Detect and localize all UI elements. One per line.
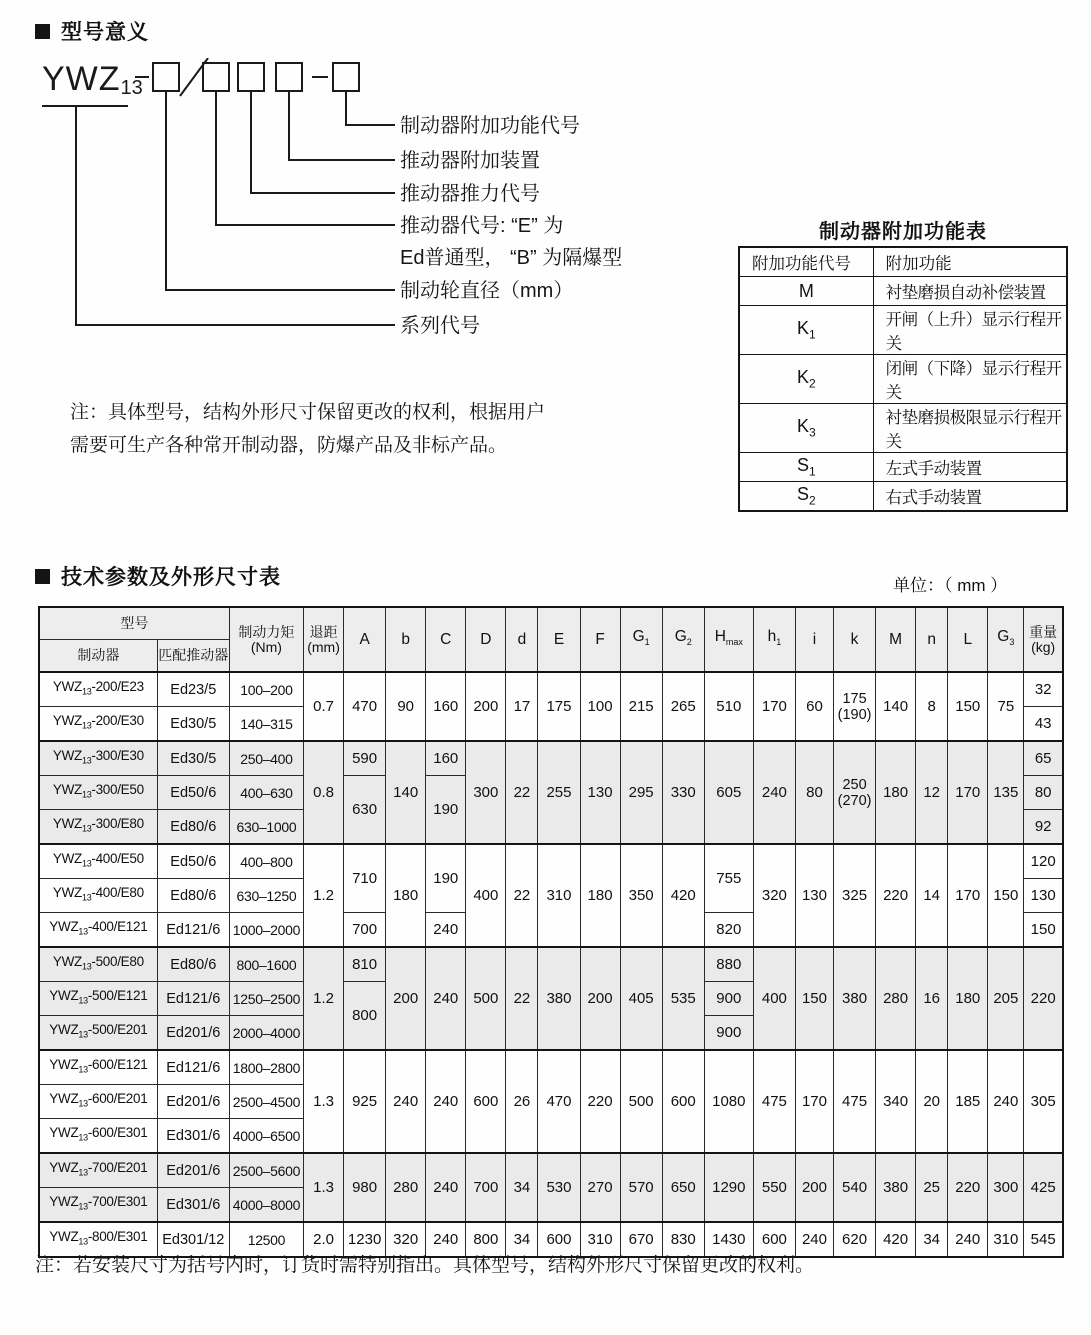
cell-model: $YWZ_{13}-400/E50$ (39, 844, 157, 879)
spec-table-head (39, 607, 1063, 672)
cell-dimension: 205 (988, 947, 1024, 1050)
cell-dimension: 22 (506, 947, 538, 1050)
function-desc-cell: 衬垫磨损自动补偿装置 (873, 277, 1067, 306)
function-table-row (739, 482, 1067, 512)
cell-model: $YWZ_{13}-300/E50$ (39, 776, 157, 810)
cell-torque: 1800–2800 (229, 1050, 303, 1085)
cell-thruster: Ed201/6 (157, 1085, 229, 1119)
cell-dimension: 120 (1024, 844, 1063, 879)
cell-dimension: 170 (753, 672, 795, 741)
cell-dimension: 215 (620, 672, 662, 741)
cell-thruster: Ed80/6 (157, 947, 229, 982)
cell-dimension: 350 (620, 844, 662, 947)
col-header-dim-G3: $G_3$ (988, 607, 1024, 672)
code-box-thruster-attachment (276, 63, 302, 91)
function-desc-cell: 闭闸（下降）显示行程开关 (873, 355, 1067, 404)
cell-thruster: Ed121/6 (157, 1050, 229, 1085)
cell-torque: 1250–2500 (229, 982, 303, 1016)
cell-dimension: 170 (948, 844, 988, 947)
cell-dimension: 320 (386, 1222, 426, 1257)
cell-model: $YWZ_{13}-300/E80$ (39, 810, 157, 845)
cell-dimension: 240 (948, 1222, 988, 1257)
cell-dimension: 8 (916, 672, 948, 741)
cell-dimension: 220 (876, 844, 916, 947)
cell-dimension: 180 (386, 844, 426, 947)
cell-dimension: 80 (1024, 776, 1063, 810)
cell-dimension: 34 (506, 1222, 538, 1257)
cell-dimension: 710 (344, 844, 386, 913)
cell-dimension: 380 (876, 1153, 916, 1222)
cell-dimension: 1230 (344, 1222, 386, 1257)
cell-dimension: 380 (834, 947, 876, 1050)
cell-dimension: 92 (1024, 810, 1063, 845)
cell-dimension: 22 (506, 844, 538, 947)
function-table-header-code: 附加功能代号 (739, 247, 873, 277)
cell-dimension: 1430 (704, 1222, 753, 1257)
cell-dimension: 600 (662, 1050, 704, 1153)
col-header-model: 型号 (39, 607, 229, 640)
cell-model: $YWZ_{13}-200/E23$ (39, 672, 157, 707)
cell-dimension: 280 (876, 947, 916, 1050)
col-header-dim-h1: $h_1$ (753, 607, 795, 672)
cell-dimension: 140 (876, 672, 916, 741)
cell-thruster: Ed121/6 (157, 913, 229, 948)
cell-dimension: 200 (386, 947, 426, 1050)
cell-dimension: 425 (1024, 1153, 1063, 1222)
label-thruster-attachment: 推动器附加装置 (400, 150, 540, 172)
cell-dimension: 1.3 (304, 1050, 344, 1153)
cell-dimension: 755 (704, 844, 753, 913)
series-code: YWZ (42, 60, 121, 98)
cell-model: $YWZ_{13}-800/E301$ (39, 1222, 157, 1257)
cell-torque: 250–400 (229, 741, 303, 776)
cell-dimension: 320 (753, 844, 795, 947)
cell-torque: 400–630 (229, 776, 303, 810)
cell-dimension: 600 (538, 1222, 580, 1257)
cell-dimension: 75 (988, 672, 1024, 741)
cell-torque: 630–1000 (229, 810, 303, 845)
cell-dimension: 545 (1024, 1222, 1063, 1257)
cell-dimension: 700 (466, 1153, 506, 1222)
col-header-matching-thruster: 匹配推动器 (157, 640, 229, 673)
code-box-thruster-code (203, 63, 229, 91)
function-table-title: 制动器附加功能表 (819, 221, 987, 243)
cell-model: $YWZ_{13}-600/E301$ (39, 1119, 157, 1154)
function-table-body (739, 277, 1067, 512)
cell-dimension: 26 (506, 1050, 538, 1153)
diagram-connector-lines (40, 58, 398, 350)
function-table-header-desc: 附加功能 (873, 247, 1067, 277)
function-table-row (739, 306, 1067, 355)
cell-dimension: 25 (916, 1153, 948, 1222)
function-desc-cell: 右式手动装置 (873, 482, 1067, 512)
cell-dimension: 20 (916, 1050, 948, 1153)
cell-dimension: 300 (466, 741, 506, 844)
section-title-text: 技术参数及外形尺寸表 (61, 566, 281, 589)
cell-dimension: 220 (1024, 947, 1063, 1050)
cell-torque: 100–200 (229, 672, 303, 707)
cell-dimension: 220 (948, 1153, 988, 1222)
cell-dimension: 200 (795, 1153, 833, 1222)
col-header-dim-E: E (538, 607, 580, 672)
label-thruster-code-line2: Ed普通型， “B” 为隔爆型 (400, 247, 623, 269)
cell-dimension: 470 (538, 1050, 580, 1153)
function-table-row (739, 355, 1067, 404)
cell-dimension: 900 (704, 1016, 753, 1051)
cell-dimension: 605 (704, 741, 753, 844)
spec-table-row (39, 741, 1063, 776)
cell-dimension: 240 (426, 1050, 466, 1153)
cell-dimension: 1.3 (304, 1153, 344, 1222)
function-desc-cell: 开闸（上升）显示行程开关 (873, 306, 1067, 355)
cell-dimension: 475 (753, 1050, 795, 1153)
cell-dimension: 535 (662, 947, 704, 1050)
cell-torque: 12500 (229, 1222, 303, 1257)
cell-dimension: 180 (948, 947, 988, 1050)
cell-dimension: 150 (988, 844, 1024, 947)
cell-dimension: 340 (876, 1050, 916, 1153)
spec-table (38, 606, 1064, 1258)
cell-dimension: 270 (580, 1153, 620, 1222)
cell-model: $YWZ_{13}-700/E301$ (39, 1188, 157, 1223)
cell-dimension: 310 (538, 844, 580, 947)
note-model-disclaimer (70, 396, 545, 462)
cell-dimension: 830 (662, 1222, 704, 1257)
cell-dimension: 175 (538, 672, 580, 741)
cell-model: $YWZ_{13}-200/E30$ (39, 707, 157, 742)
cell-torque: 140–315 (229, 707, 303, 742)
section-bullet-icon (35, 24, 50, 39)
cell-dimension: 325 (834, 844, 876, 947)
spec-table-row (39, 844, 1063, 879)
function-code-cell: $K_1$ (739, 306, 873, 355)
cell-dimension: 32 (1024, 672, 1063, 707)
function-table-row (739, 404, 1067, 453)
function-code-cell: $S_1$ (739, 453, 873, 482)
cell-dimension: 380 (538, 947, 580, 1050)
section-title-model-meaning (35, 16, 149, 46)
cell-dimension: 180 (876, 741, 916, 844)
cell-model: $YWZ_{13}-400/E121$ (39, 913, 157, 948)
function-table (738, 246, 1068, 512)
cell-dimension: 200 (466, 672, 506, 741)
cell-dimension: 130 (1024, 879, 1063, 913)
function-code-cell: M (739, 277, 873, 306)
cell-dimension: 60 (795, 672, 833, 741)
cell-dimension: 100 (580, 672, 620, 741)
code-box-brake-function (333, 63, 359, 91)
label-series-code: 系列代号 (400, 315, 480, 337)
cell-dimension: 400 (466, 844, 506, 947)
cell-dimension: 510 (704, 672, 753, 741)
cell-dimension: 980 (344, 1153, 386, 1222)
cell-dimension: 880 (704, 947, 753, 982)
cell-thruster: Ed301/6 (157, 1188, 229, 1223)
cell-dimension: 170 (948, 741, 988, 844)
cell-dimension: 255 (538, 741, 580, 844)
col-header-dim-G1: $G_1$ (620, 607, 662, 672)
cell-dimension: 500 (620, 1050, 662, 1153)
cell-torque: 2500–4500 (229, 1085, 303, 1119)
cell-thruster: Ed50/6 (157, 776, 229, 810)
cell-dimension: 140 (386, 741, 426, 844)
cell-dimension: 475 (834, 1050, 876, 1153)
cell-dimension: 620 (834, 1222, 876, 1257)
cell-dimension: 150 (1024, 913, 1063, 948)
cell-thruster: Ed23/5 (157, 672, 229, 707)
cell-dimension: 265 (662, 672, 704, 741)
label-brake-wheel-diameter: 制动轮直径（mm） (400, 280, 574, 302)
cell-dimension: 130 (795, 844, 833, 947)
function-table-row (739, 453, 1067, 482)
cell-dimension: 14 (916, 844, 948, 947)
cell-thruster: Ed201/6 (157, 1016, 229, 1051)
cell-thruster: Ed50/6 (157, 844, 229, 879)
cell-model: $YWZ_{13}-500/E201$ (39, 1016, 157, 1051)
cell-dimension: 150 (795, 947, 833, 1050)
cell-dimension: 1290 (704, 1153, 753, 1222)
cell-dimension: 135 (988, 741, 1024, 844)
col-header-brake: 制动器 (39, 640, 157, 673)
cell-dimension: 250 (270) (834, 741, 876, 844)
cell-dimension: 310 (988, 1222, 1024, 1257)
col-header-dim-A: A (344, 607, 386, 672)
cell-dimension: 240 (753, 741, 795, 844)
col-header-dim-Hmax: $H_{max}$ (704, 607, 753, 672)
cell-dimension: 400 (753, 947, 795, 1050)
cell-dimension: 530 (538, 1153, 580, 1222)
cell-thruster: Ed301/6 (157, 1119, 229, 1154)
cell-dimension: 500 (466, 947, 506, 1050)
section-bullet-icon (35, 569, 50, 584)
cell-thruster: Ed121/6 (157, 982, 229, 1016)
col-header-dim-b: b (386, 607, 426, 672)
cell-dimension: 240 (795, 1222, 833, 1257)
spec-table-row (39, 672, 1063, 707)
cell-dimension: 0.7 (304, 672, 344, 741)
cell-dimension: 550 (753, 1153, 795, 1222)
cell-dimension: 650 (662, 1153, 704, 1222)
section-title-spec-table (35, 561, 281, 591)
cell-dimension: 600 (753, 1222, 795, 1257)
col-header-dim-n: n (916, 607, 948, 672)
code-box-wheel-diameter (153, 63, 179, 91)
cell-thruster: Ed80/6 (157, 810, 229, 845)
cell-torque: 630–1250 (229, 879, 303, 913)
cell-dimension: 12 (916, 741, 948, 844)
cell-dimension: 34 (916, 1222, 948, 1257)
cell-dimension: 180 (580, 844, 620, 947)
cell-dimension: 700 (344, 913, 386, 948)
col-header-dim-G2: $G_2$ (662, 607, 704, 672)
cell-torque: 4000–6500 (229, 1119, 303, 1154)
col-header-dim-D: D (466, 607, 506, 672)
cell-model: $YWZ_{13}-600/E201$ (39, 1085, 157, 1119)
note-line-2: 需要可生产各种常开制动器，防爆产品及非标产品。 (70, 435, 508, 456)
cell-dimension: 34 (506, 1153, 538, 1222)
cell-dimension: 22 (506, 741, 538, 844)
cell-dimension: 190 (426, 776, 466, 845)
series-code-subscript: 13 (120, 77, 143, 99)
cell-dimension: 2.0 (304, 1222, 344, 1257)
cell-dimension: 1.2 (304, 844, 344, 947)
cell-model: $YWZ_{13}-600/E121$ (39, 1050, 157, 1085)
cell-torque: 800–1600 (229, 947, 303, 982)
unit-label: 单位：（ mm ） (893, 576, 1008, 595)
cell-dimension: 175 (190) (834, 672, 876, 741)
function-table-row (739, 277, 1067, 306)
label-thruster-force-code: 推动器推力代号 (400, 183, 540, 205)
cell-dimension: 570 (620, 1153, 662, 1222)
cell-dimension: 630 (344, 776, 386, 845)
cell-dimension: 600 (466, 1050, 506, 1153)
col-header-dim-i: i (795, 607, 833, 672)
cell-dimension: 405 (620, 947, 662, 1050)
col-header-dim-C: C (426, 607, 466, 672)
col-header-dim-L: L (948, 607, 988, 672)
col-header-weight: 重量 (kg) (1024, 607, 1063, 672)
cell-dimension: 0.8 (304, 741, 344, 844)
cell-thruster: Ed30/5 (157, 741, 229, 776)
cell-dimension: 65 (1024, 741, 1063, 776)
cell-dimension: 820 (704, 913, 753, 948)
cell-model: $YWZ_{13}-500/E80$ (39, 947, 157, 982)
cell-dimension: 90 (386, 672, 426, 741)
cell-thruster: Ed201/6 (157, 1153, 229, 1188)
code-box-thruster-force (238, 63, 264, 91)
cell-dimension: 670 (620, 1222, 662, 1257)
cell-dimension: 80 (795, 741, 833, 844)
cell-torque: 2000–4000 (229, 1016, 303, 1051)
cell-dimension: 330 (662, 741, 704, 844)
spec-table-row (39, 1050, 1063, 1085)
spec-header-row-1 (39, 607, 1063, 640)
cell-dimension: 900 (704, 982, 753, 1016)
spec-table-row (39, 1153, 1063, 1188)
label-thruster-code-line1: 推动器代号: “E” 为 (400, 215, 564, 237)
cell-dimension: 16 (916, 947, 948, 1050)
cell-model: $YWZ_{13}-700/E201$ (39, 1153, 157, 1188)
col-header-recoil: 退距 (mm) (304, 607, 344, 672)
cell-dimension: 540 (834, 1153, 876, 1222)
cell-dimension: 295 (620, 741, 662, 844)
cell-dimension: 240 (426, 947, 466, 1050)
cell-dimension: 200 (580, 947, 620, 1050)
cell-torque: 2500–5600 (229, 1153, 303, 1188)
function-code-cell: $K_2$ (739, 355, 873, 404)
cell-dimension: 150 (948, 672, 988, 741)
cell-torque: 4000–8000 (229, 1188, 303, 1223)
cell-torque: 400–800 (229, 844, 303, 879)
cell-dimension: 810 (344, 947, 386, 982)
cell-dimension: 160 (426, 741, 466, 776)
cell-dimension: 240 (386, 1050, 426, 1153)
cell-dimension: 240 (426, 913, 466, 948)
cell-dimension: 17 (506, 672, 538, 741)
cell-thruster: Ed301/12 (157, 1222, 229, 1257)
function-code-cell: $K_3$ (739, 404, 873, 453)
cell-dimension: 800 (466, 1222, 506, 1257)
cell-dimension: 925 (344, 1050, 386, 1153)
cell-dimension: 420 (876, 1222, 916, 1257)
cell-dimension: 220 (580, 1050, 620, 1153)
function-code-cell: $S_2$ (739, 482, 873, 512)
col-header-dim-M: M (876, 607, 916, 672)
function-desc-cell: 左式手动装置 (873, 453, 1067, 482)
cell-dimension: 310 (580, 1222, 620, 1257)
cell-dimension: 170 (795, 1050, 833, 1153)
cell-dimension: 130 (580, 741, 620, 844)
cell-dimension: 160 (426, 672, 466, 741)
model-code-diagram (40, 58, 740, 358)
function-desc-cell: 衬垫磨损极限显示行程开关 (873, 404, 1067, 453)
cell-dimension: 1080 (704, 1050, 753, 1153)
cell-dimension: 470 (344, 672, 386, 741)
cell-dimension: 240 (426, 1222, 466, 1257)
cell-thruster: Ed30/5 (157, 707, 229, 742)
col-header-dim-F: F (580, 607, 620, 672)
section-title-text: 型号意义 (61, 21, 149, 44)
cell-dimension: 43 (1024, 707, 1063, 742)
cell-dimension: 305 (1024, 1050, 1063, 1153)
cell-dimension: 1.2 (304, 947, 344, 1050)
cell-dimension: 240 (988, 1050, 1024, 1153)
cell-torque: 1000–2000 (229, 913, 303, 948)
function-table-header-row (739, 247, 1067, 277)
note-line-1: 注：具体型号，结构外形尺寸保留更改的权利，根据用户 (70, 402, 546, 423)
cell-dimension: 590 (344, 741, 386, 776)
cell-dimension: 800 (344, 982, 386, 1051)
spec-table-row (39, 947, 1063, 982)
cell-dimension: 280 (386, 1153, 426, 1222)
cell-model: $YWZ_{13}-400/E80$ (39, 879, 157, 913)
cell-model: $YWZ_{13}-300/E30$ (39, 741, 157, 776)
cell-model: $YWZ_{13}-500/E121$ (39, 982, 157, 1016)
cell-dimension: 420 (662, 844, 704, 947)
col-header-torque: 制动力矩 (Nm) (229, 607, 303, 672)
cell-thruster: Ed80/6 (157, 879, 229, 913)
label-brake-extra-function-code: 制动器附加功能代号 (400, 115, 580, 137)
col-header-dim-k: k (834, 607, 876, 672)
spec-table-body (39, 672, 1063, 1257)
col-header-dim-d: d (506, 607, 538, 672)
cell-dimension: 190 (426, 844, 466, 913)
note-installation-dimensions: 注：若安装尺寸为括号内时，订货时需特别指出。具体型号，结构外形尺寸保留更改的权利。 (35, 1255, 815, 1276)
cell-dimension: 185 (948, 1050, 988, 1153)
cell-dimension: 240 (426, 1153, 466, 1222)
cell-dimension: 300 (988, 1153, 1024, 1222)
